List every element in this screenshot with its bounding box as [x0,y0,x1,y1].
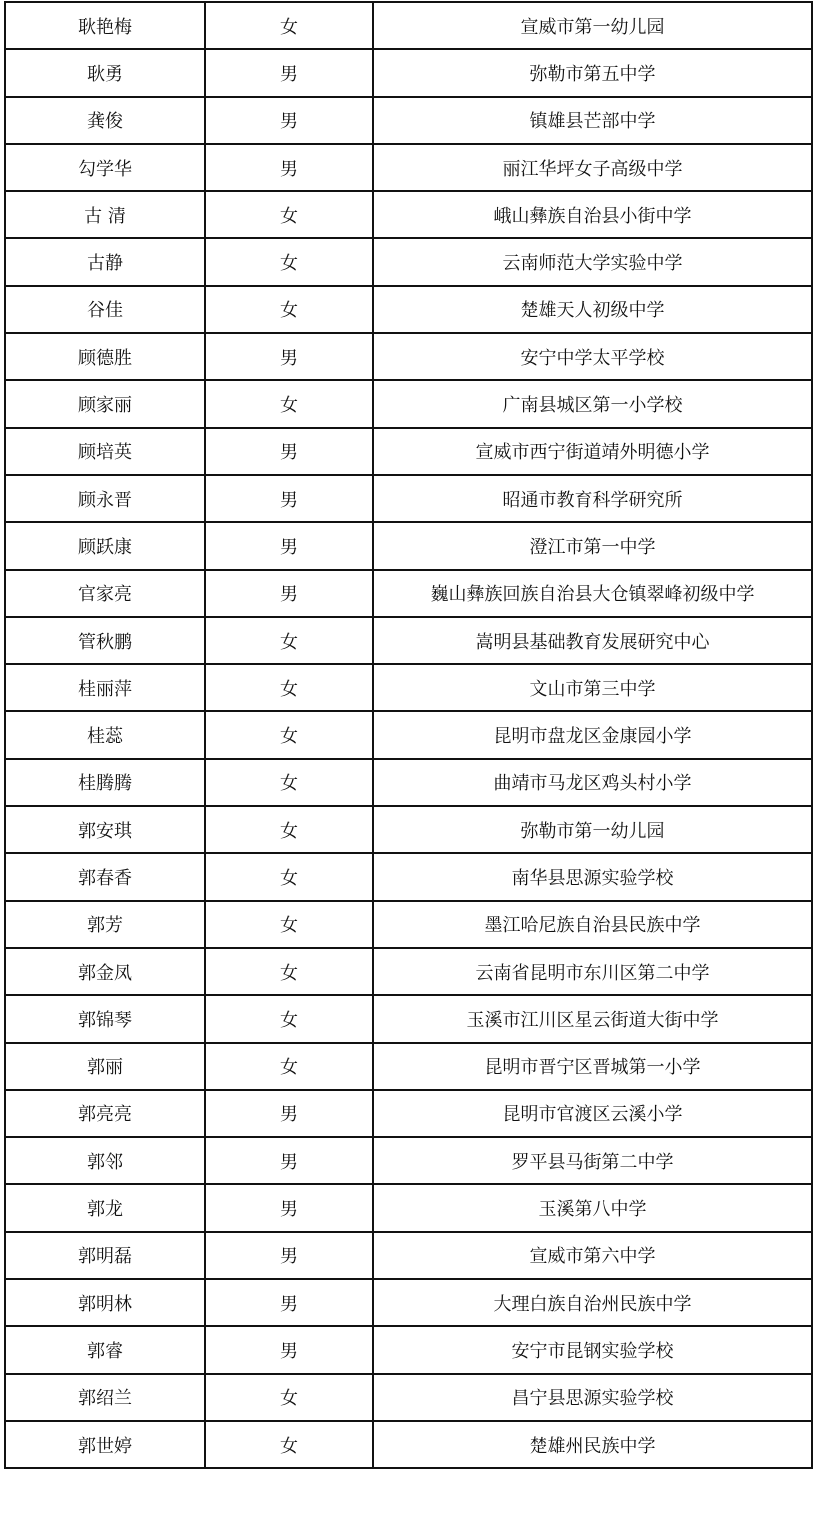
table-row [5,428,812,475]
unit-cell: 南华县思源实验学校 [373,853,812,900]
name-cell: 顾德胜 [5,333,205,380]
unit-cell: 罗平县马街第二中学 [373,1137,812,1184]
gender-cell: 女 [205,806,373,853]
unit-cell: 峨山彝族自治县小街中学 [373,191,812,238]
gender-cell: 男 [205,144,373,191]
gender-cell: 女 [205,2,373,49]
table-row [5,806,812,853]
table-row [5,238,812,285]
unit-cell: 宣威市第六中学 [373,1232,812,1279]
gender-cell: 女 [205,948,373,995]
name-cell: 郭丽 [5,1043,205,1090]
unit-cell: 文山市第三中学 [373,664,812,711]
table-row [5,570,812,617]
unit-cell: 澄江市第一中学 [373,522,812,569]
unit-cell: 宣威市西宁街道靖外明德小学 [373,428,812,475]
table-row [5,144,812,191]
table-row [5,617,812,664]
gender-cell: 女 [205,380,373,427]
table-row [5,1421,812,1468]
gender-cell: 男 [205,333,373,380]
unit-cell: 云南师范大学实验中学 [373,238,812,285]
table-row [5,853,812,900]
gender-cell: 男 [205,49,373,96]
table-row [5,1184,812,1231]
gender-cell: 女 [205,664,373,711]
name-cell: 勾学华 [5,144,205,191]
gender-cell: 女 [205,1043,373,1090]
gender-cell: 女 [205,901,373,948]
name-cell: 郭亮亮 [5,1090,205,1137]
table-row [5,711,812,758]
table-row [5,1137,812,1184]
name-cell: 顾家丽 [5,380,205,427]
gender-cell: 男 [205,1279,373,1326]
gender-cell: 女 [205,191,373,238]
gender-cell: 女 [205,853,373,900]
name-cell: 郭世婷 [5,1421,205,1468]
gender-cell: 男 [205,1137,373,1184]
unit-cell: 安宁市昆钢实验学校 [373,1326,812,1373]
gender-cell: 女 [205,238,373,285]
unit-cell: 大理白族自治州民族中学 [373,1279,812,1326]
table-row [5,901,812,948]
unit-cell: 昌宁县思源实验学校 [373,1374,812,1421]
name-cell: 郭邻 [5,1137,205,1184]
table-row [5,1279,812,1326]
name-cell: 郭锦琴 [5,995,205,1042]
name-cell: 顾永晋 [5,475,205,522]
unit-cell: 昆明市官渡区云溪小学 [373,1090,812,1137]
unit-cell: 昆明市晋宁区晋城第一小学 [373,1043,812,1090]
roster-table [4,1,813,1469]
unit-cell: 弥勒市第五中学 [373,49,812,96]
name-cell: 郭明林 [5,1279,205,1326]
unit-cell: 曲靖市马龙区鸡头村小学 [373,759,812,806]
unit-cell: 嵩明县基础教育发展研究中心 [373,617,812,664]
name-cell: 郭明磊 [5,1232,205,1279]
name-cell: 郭金凤 [5,948,205,995]
unit-cell: 镇雄县芒部中学 [373,97,812,144]
table-row [5,664,812,711]
table-row [5,333,812,380]
table-row [5,286,812,333]
name-cell: 官家亮 [5,570,205,617]
gender-cell: 男 [205,1232,373,1279]
name-cell: 郭睿 [5,1326,205,1373]
unit-cell: 昭通市教育科学研究所 [373,475,812,522]
name-cell: 顾跃康 [5,522,205,569]
unit-cell: 广南县城区第一小学校 [373,380,812,427]
gender-cell: 女 [205,1421,373,1468]
unit-cell: 宣威市第一幼儿园 [373,2,812,49]
unit-cell: 楚雄天人初级中学 [373,286,812,333]
gender-cell: 男 [205,1326,373,1373]
unit-cell: 玉溪第八中学 [373,1184,812,1231]
unit-cell: 丽江华坪女子高级中学 [373,144,812,191]
unit-cell: 巍山彝族回族自治县大仓镇翠峰初级中学 [373,570,812,617]
gender-cell: 男 [205,522,373,569]
table-row [5,1374,812,1421]
table-row [5,1043,812,1090]
gender-cell: 男 [205,1184,373,1231]
gender-cell: 女 [205,286,373,333]
unit-cell: 弥勒市第一幼儿园 [373,806,812,853]
gender-cell: 女 [205,1374,373,1421]
table-row [5,1326,812,1373]
table-row [5,995,812,1042]
gender-cell: 男 [205,97,373,144]
gender-cell: 女 [205,995,373,1042]
unit-cell: 昆明市盘龙区金康园小学 [373,711,812,758]
unit-cell: 安宁中学太平学校 [373,333,812,380]
name-cell: 耿艳梅 [5,2,205,49]
name-cell: 桂丽萍 [5,664,205,711]
name-cell: 龚俊 [5,97,205,144]
name-cell: 桂蕊 [5,711,205,758]
unit-cell: 墨江哈尼族自治县民族中学 [373,901,812,948]
unit-cell: 云南省昆明市东川区第二中学 [373,948,812,995]
name-cell: 郭春香 [5,853,205,900]
name-cell: 顾培英 [5,428,205,475]
table-row [5,948,812,995]
gender-cell: 男 [205,475,373,522]
name-cell: 郭安琪 [5,806,205,853]
table-row [5,475,812,522]
unit-cell: 玉溪市江川区星云街道大街中学 [373,995,812,1042]
gender-cell: 男 [205,428,373,475]
table-row [5,49,812,96]
table-row [5,522,812,569]
gender-cell: 男 [205,570,373,617]
name-cell: 桂腾腾 [5,759,205,806]
gender-cell: 女 [205,711,373,758]
table-row [5,759,812,806]
name-cell: 郭芳 [5,901,205,948]
table-row [5,1090,812,1137]
name-cell: 郭绍兰 [5,1374,205,1421]
gender-cell: 女 [205,759,373,806]
name-cell: 古静 [5,238,205,285]
name-cell: 管秋鹏 [5,617,205,664]
roster-table-body [5,2,812,1468]
table-row [5,1232,812,1279]
table-row [5,191,812,238]
name-cell: 耿勇 [5,49,205,96]
name-cell: 郭龙 [5,1184,205,1231]
unit-cell: 楚雄州民族中学 [373,1421,812,1468]
name-cell: 谷佳 [5,286,205,333]
table-row [5,380,812,427]
name-cell: 古 清 [5,191,205,238]
table-row [5,97,812,144]
table-row [5,2,812,49]
gender-cell: 女 [205,617,373,664]
gender-cell: 男 [205,1090,373,1137]
